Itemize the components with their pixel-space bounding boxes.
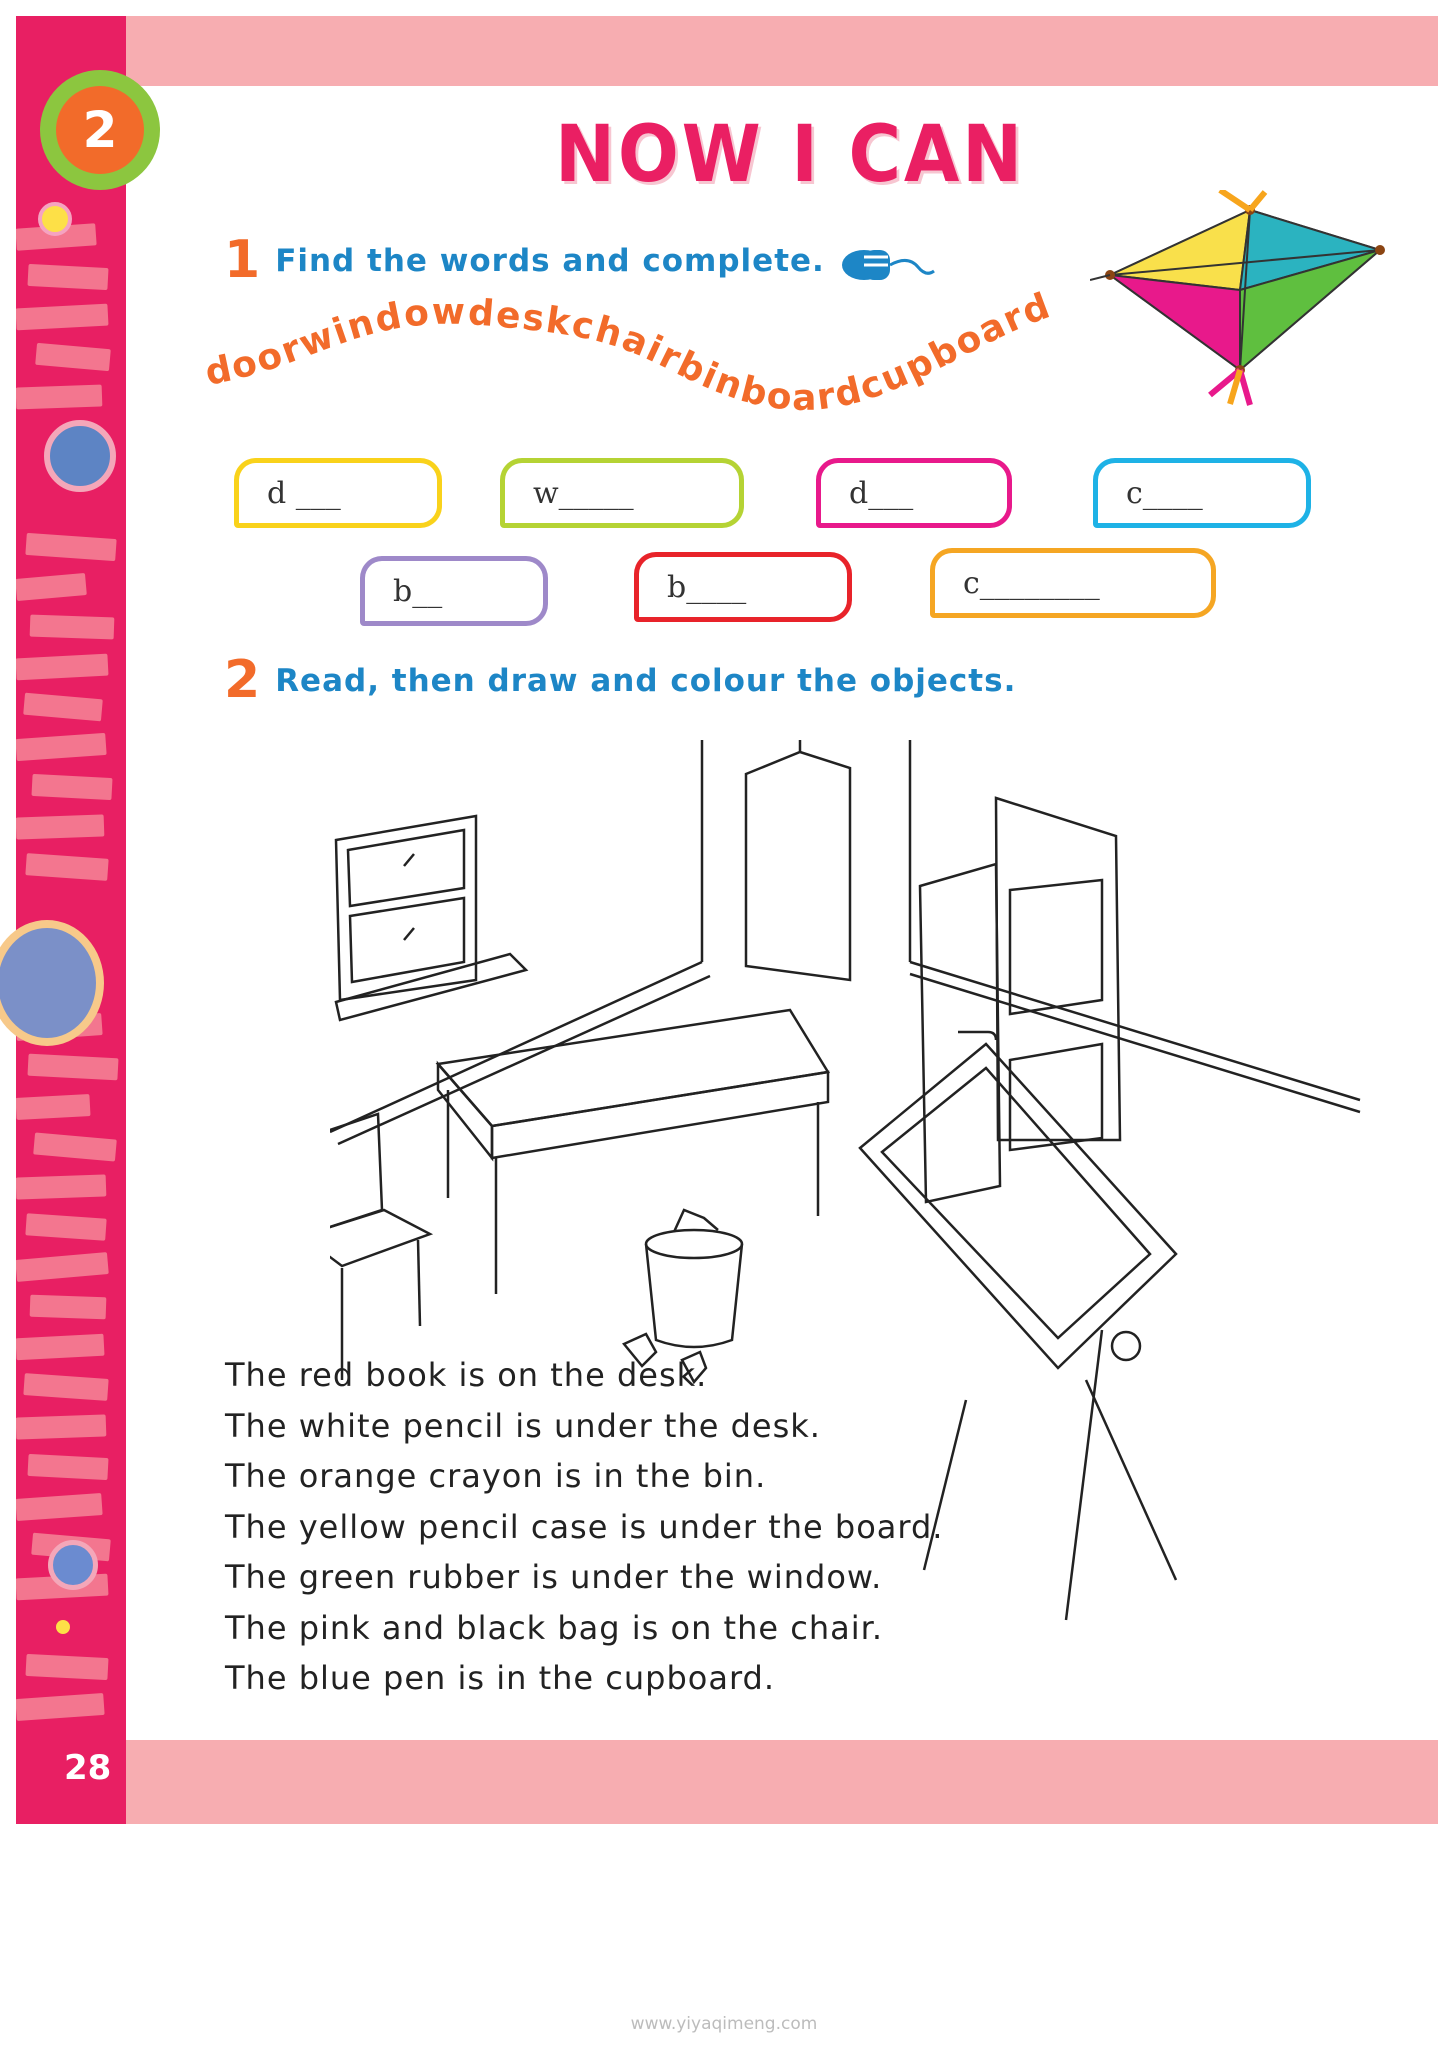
unit-number-badge bbox=[40, 70, 160, 190]
word-snake bbox=[200, 265, 1100, 445]
answer-box-desk[interactable]: d___ bbox=[816, 458, 1012, 528]
svg-text:doorwindowdeskchairbinboardcup bbox=[202, 285, 1057, 419]
exercise-2-instruction: Read, then draw and colour the objects. bbox=[275, 663, 1017, 699]
sentence: The green rubber is under the window. bbox=[225, 1558, 883, 1596]
sentence: The red book is on the desk. bbox=[225, 1356, 708, 1394]
exercise-1-instruction: Find the words and complete. bbox=[275, 243, 825, 279]
exercise-2-number: 2 bbox=[224, 650, 262, 710]
small-yellow-dot-decoration bbox=[56, 1620, 70, 1634]
answer-box-window[interactable]: w_____ bbox=[500, 458, 744, 528]
answer-box-bin[interactable]: b__ bbox=[360, 556, 548, 626]
desk-illustration bbox=[438, 1010, 828, 1294]
exercise-2-instruction-row bbox=[224, 650, 1016, 710]
chair-illustration bbox=[330, 1114, 430, 1380]
sentence: The white pencil is under the desk. bbox=[225, 1406, 821, 1445]
sentence: The orange crayon is in the bin. bbox=[225, 1457, 767, 1495]
word-snake-text: doorwindowdeskchairbinboardcupboard bbox=[201, 285, 1057, 419]
unit-number: 2 bbox=[56, 86, 144, 174]
sentence: The pink and black bag is on the chair. bbox=[225, 1608, 883, 1647]
yellow-dot-decoration bbox=[38, 202, 72, 236]
sentence: The yellow pencil case is under the board. bbox=[225, 1507, 944, 1546]
cupboard-illustration bbox=[746, 740, 850, 980]
kite-illustration bbox=[1090, 190, 1390, 410]
window-illustration bbox=[336, 816, 526, 1020]
exercise-1-number: 1 bbox=[224, 230, 262, 290]
blue-circle-decoration bbox=[44, 420, 116, 492]
sentence-list bbox=[225, 1350, 943, 1704]
answer-box-cupboard[interactable]: c________ bbox=[930, 548, 1216, 618]
bottom-band bbox=[126, 1740, 1438, 1824]
page-number: 28 bbox=[64, 1748, 112, 1788]
page-title: NOW I CAN bbox=[555, 110, 1025, 200]
footer-url: www.yiyaqimeng.com bbox=[630, 2014, 818, 2034]
small-blue-circle-decoration bbox=[48, 1540, 98, 1590]
answer-box-chair[interactable]: c____ bbox=[1093, 458, 1311, 528]
door-illustration bbox=[920, 798, 1120, 1202]
top-band bbox=[126, 16, 1438, 86]
answer-box-door[interactable]: d ___ bbox=[234, 458, 442, 528]
answer-box-board[interactable]: b____ bbox=[634, 552, 852, 622]
sentence: The blue pen is in the cupboard. bbox=[225, 1659, 776, 1697]
